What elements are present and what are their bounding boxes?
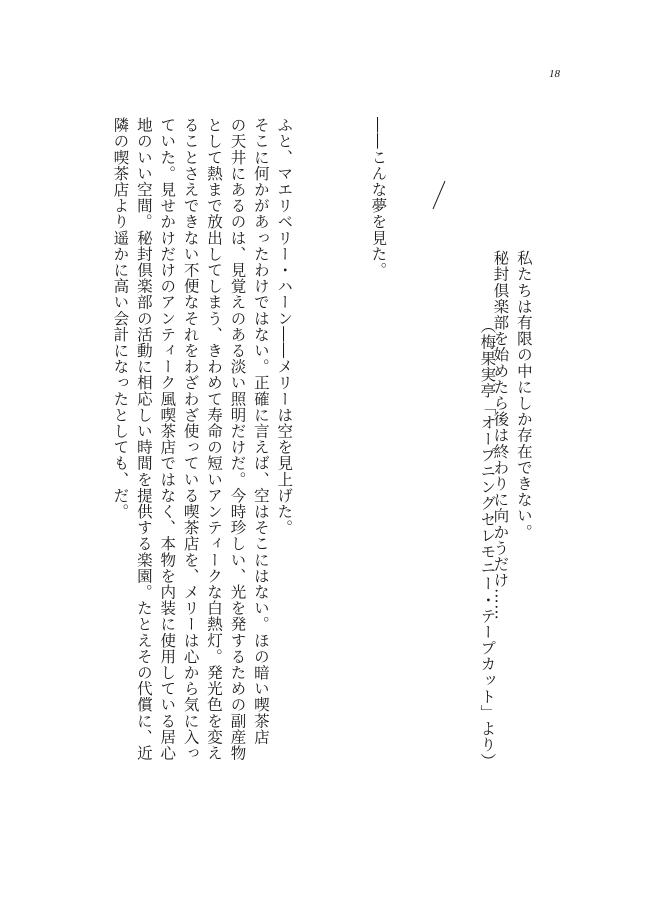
epigraph-line: 秘封倶楽部を始めたら後は終わりに向かうだけ…… <box>491 250 510 621</box>
dream-line: ――こんな夢を見た。 <box>369 117 388 278</box>
epigraph-line: 私たちは有限の中にしか存在できない。 <box>514 250 533 540</box>
body-line: ていた。見せかけだけのアンティーク風喫茶店ではなく、本物を内装に使用している居心 <box>158 117 177 761</box>
body-line: そこに何かがあったわけではない。正確に言えば、空はそこにはない。ほの暗い喫茶店 <box>251 117 270 745</box>
body-line: 地のいい空間。秘封倶楽部の活動に相応しい時間を提供する楽園。たとえその代償に、近 <box>134 117 153 761</box>
body-line: ふと、マエリベリー・ハーン――メリーは空を見上げた。 <box>275 117 294 536</box>
page-number: 18 <box>549 68 560 80</box>
body-line: ることさえできない不便なそれをわざわざ使っている喫茶店を、メリーは心から気に入っ <box>181 117 200 761</box>
body-line: 隣の喫茶店より遥かに高い会計になったとしても、だ。 <box>111 117 130 520</box>
epigraph-source: （梅果実亭「オープニングセレモニー・テープカット」より） <box>478 318 497 769</box>
body-text <box>108 117 295 761</box>
body-line: として熱まで放出してしまう、きわめて寿命の短いアンティークな白熱灯。発光色を変え <box>205 117 224 761</box>
body-line: の天井にあるのは、見覚えのある淡い照明だけだ。今時珍しい、光を発するための副産物 <box>228 117 247 761</box>
section-break-mark <box>432 180 446 210</box>
